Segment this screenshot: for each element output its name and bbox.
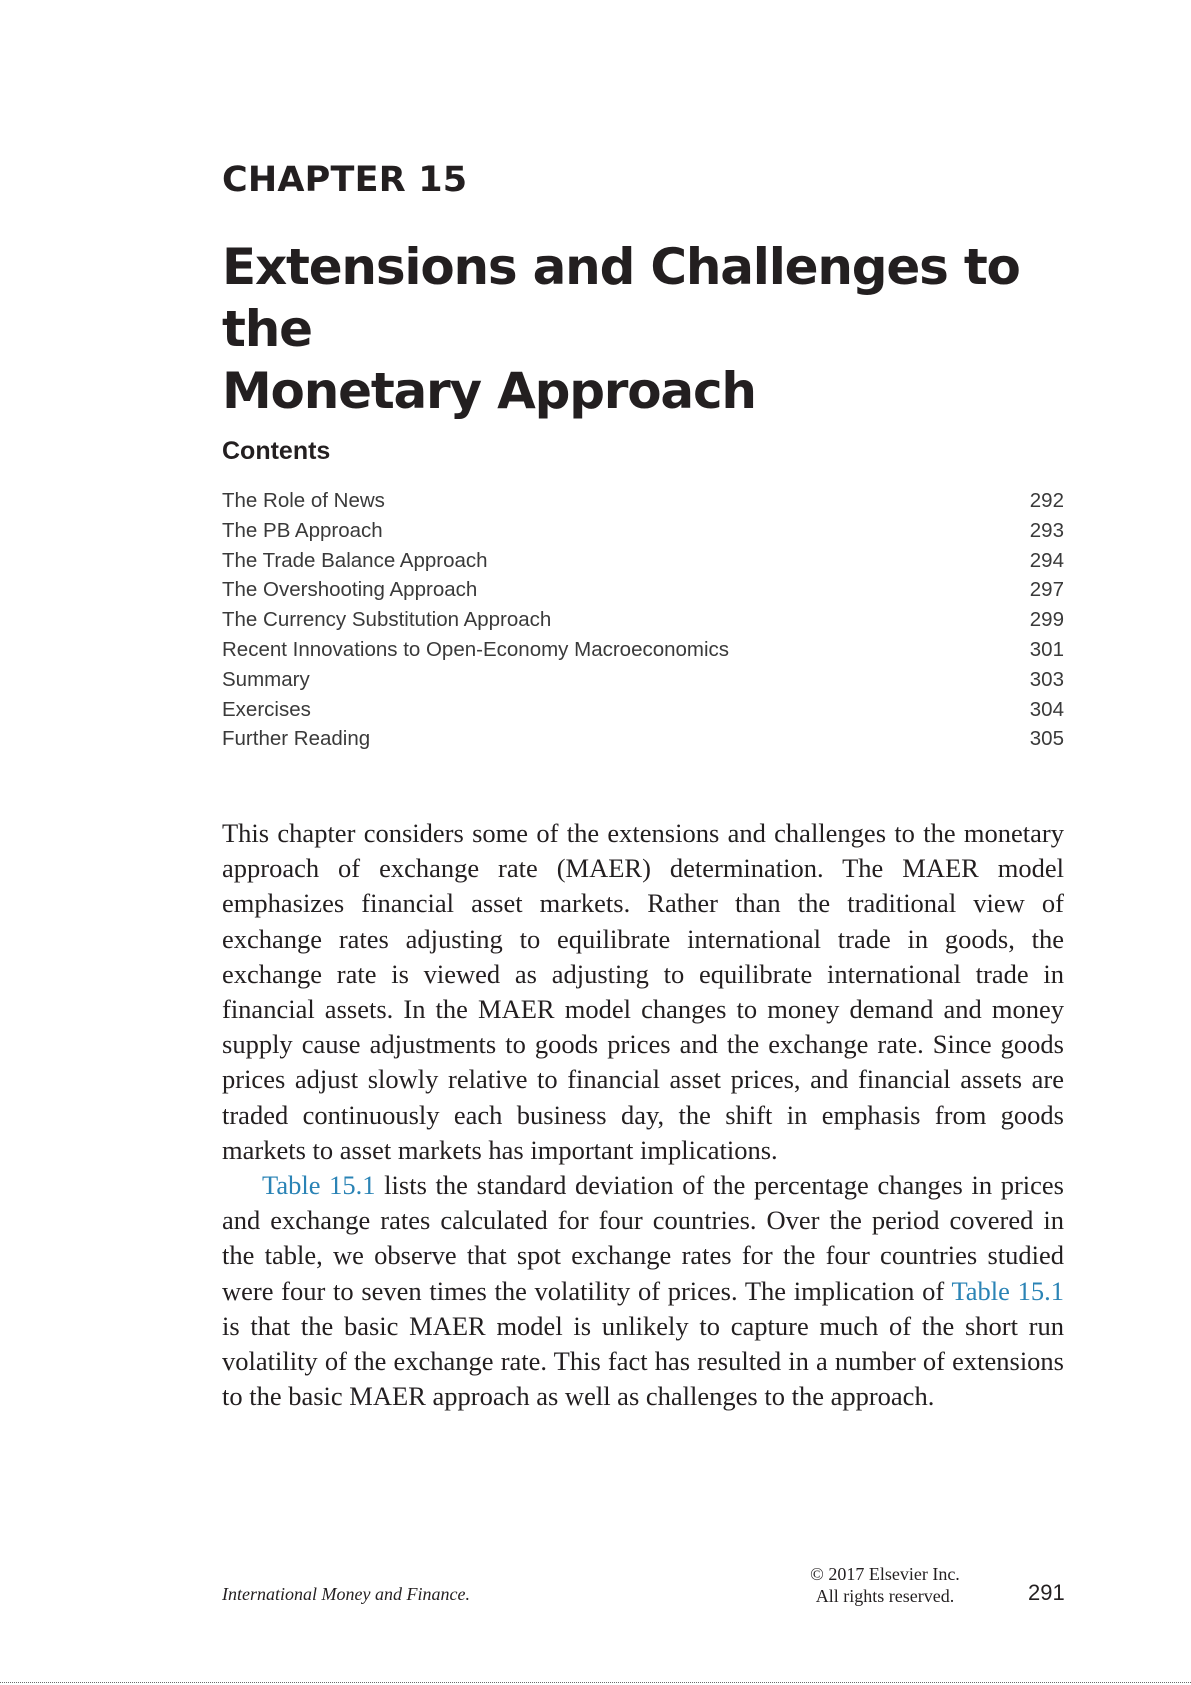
bottom-divider [0, 1682, 1191, 1683]
toc-entry[interactable] [222, 724, 1064, 754]
toc-entry-page: 293 [1029, 518, 1064, 542]
toc-entry-title: Further Reading [222, 727, 371, 751]
copyright-line-1: © 2017 Elsevier Inc. [810, 1564, 960, 1584]
toc-entry[interactable] [222, 516, 1064, 546]
toc-entry-title: The Overshooting Approach [222, 578, 478, 602]
table-15-1-link[interactable]: Table 15.1 [262, 1170, 376, 1201]
toc-entry[interactable] [222, 665, 1064, 695]
toc-entry-title: The Role of News [222, 489, 385, 512]
body-paragraph-2-text-2: is that the basic MAER model is unlikely to capture much of the short run volatility of the exchange rate. This fact has resulted in a number of extensions to the basic MAER approach as well as challenges to the approach. [222, 1310, 1064, 1412]
toc-entry[interactable] [222, 486, 1064, 516]
footer-book-title: International Money and Finance. [222, 1584, 470, 1604]
chapter-body [222, 816, 1064, 1414]
toc-entry[interactable] [222, 546, 1064, 576]
toc-entry-title: Recent Innovations to Open-Economy Macroeconomics [222, 637, 730, 661]
toc-entry-page: 294 [1029, 548, 1064, 572]
contents-heading: Contents [222, 437, 331, 465]
chapter-label: CHAPTER 15 [222, 160, 468, 200]
toc-entry-page: 305 [1029, 727, 1064, 751]
footer-copyright [790, 1563, 980, 1607]
table-15-1-link[interactable]: Table 15.1 [951, 1275, 1064, 1306]
toc-entry[interactable] [222, 695, 1064, 725]
page-number: 291 [1028, 1580, 1065, 1605]
toc-entry-title: The PB Approach [222, 518, 383, 542]
toc-entry[interactable] [222, 605, 1064, 635]
toc-entry-page: 301 [1029, 637, 1064, 661]
toc-entry[interactable] [222, 575, 1064, 605]
toc-entry[interactable] [222, 635, 1064, 665]
toc-entry-title: The Currency Substitution Approach [222, 608, 552, 632]
toc-entry-title: Exercises [222, 697, 311, 721]
table-of-contents [222, 486, 1064, 754]
toc-entry-page: 304 [1029, 697, 1064, 721]
chapter-title [222, 236, 1102, 422]
body-paragraph-2-text-1: lists the standard deviation of the percentage changes in prices and exchange rates calculated for four countries. Over the period covered in the table, we observe that spot exchange rates for the four countries studied were four to seven times the volatility of prices. The implication of [222, 1170, 1064, 1306]
body-paragraph-1: This chapter considers some of the extensions and challenges to the monetary approach of exchange rate (MAER) determination. The MAER model emphasizes financial asset markets. Rather than the traditional view of exchange rates adjusting to equilibrate international trade in goods, the exchange rate is viewed as adjusting to equilibrate international trade in financial assets. In the MAER model changes to money demand and money supply cause adjustments to goods prices and the exchange rate. Since goods prices adjust slowly relative to financial asset prices, and financial assets are traded continuously each business day, the shift in emphasis from goods markets to asset markets has important implications. [222, 818, 1064, 1165]
toc-entry-title: Summary [222, 667, 310, 691]
toc-entry-page: 299 [1029, 608, 1064, 632]
chapter-title-line-2: Monetary Approach [222, 362, 756, 420]
body-paragraph-2 [222, 1168, 1064, 1414]
toc-entry-page: 303 [1029, 667, 1064, 691]
toc-entry-page: 292 [1029, 489, 1064, 512]
copyright-line-2: All rights reserved. [815, 1586, 955, 1606]
chapter-title-line-1: Extensions and Challenges to the [222, 238, 1020, 358]
toc-entry-title: The Trade Balance Approach [222, 548, 488, 572]
toc-entry-page: 297 [1029, 578, 1064, 602]
